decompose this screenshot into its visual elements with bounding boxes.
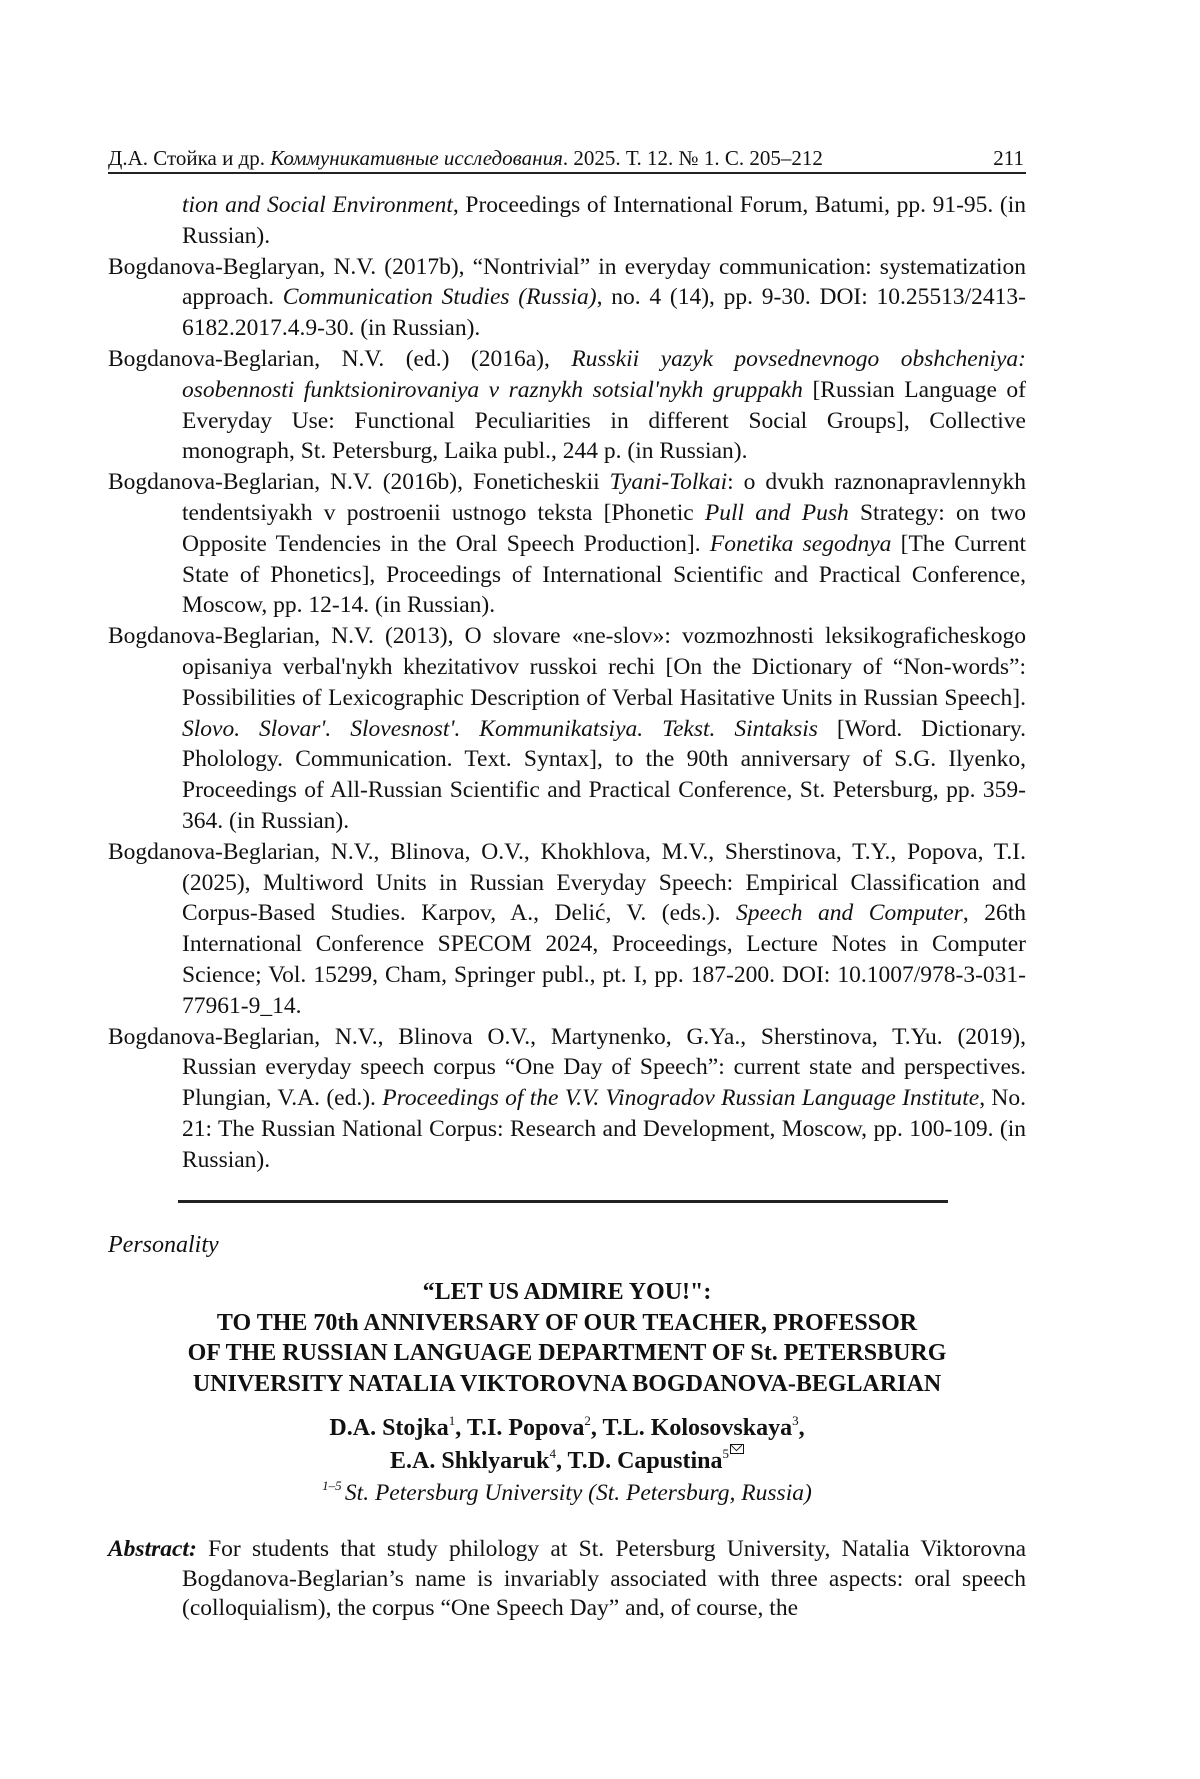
section-divider (178, 1200, 948, 1203)
reference-entry: Bogdanova-Beglaryan, N.V. (2017b), “Nontrivial” in everyday communication: systematization approach. Communication Studies (Russia), no. 4 (14), pp. 9-30. DOI: 10.25513/2413-6182.2017.4.9-30. (in Russian). (108, 253, 1026, 342)
abstract: Abstract: For students that study philology at St. Petersburg University, Natalia Viktorovna Bogdanova-Beglarian’s name is invariably associated with three aspects: oral speech (colloquialism), the corpus “One Speech Day” and, of course, the (108, 1536, 1026, 1621)
author-list: D.A. Stojka$^1$, T.I. Popova$^2$, T.L. Kolosovskaya$^3$, E.A. Shklyaruk$^4$, T.D. Capustina$^5$ (329, 1413, 805, 1474)
reference-entry: Bogdanova-Beglarian, N.V. (ed.) (2016a), Russkii yazyk povsednevnogo obshcheniya: osobennosti funktsionirovaniya v raznykh sotsial'nykh gruppakh [Russian Language of Everyday Use: Functional Peculiarities in different Social Groups], Collective monograph, St. Petersburg, Laika publ., 244 p. (in Russian). (108, 345, 1026, 465)
reference-entry: Bogdanova-Beglarian, N.V. (2016b), Foneticheskii Tyani-Tolkai: o dvukh raznonapravlennykh tendentsiyakh v postroenii ustnogo teksta [Phonetic Pull and Push Strategy: on two Opposite Tendencies in the Oral Speech Production]. Fonetika segodnya [The Current State of Phonetics], Proceedings of International Scientific and Practical Conference, Moscow, pp. 12-14. (in Russian). (108, 469, 1027, 619)
abstract-label: Abstract: (108, 1536, 197, 1562)
section-label: Personality (108, 1232, 219, 1258)
article-title: “LET US ADMIRE YOU!": TO THE 70th ANNIVERSARY OF OUR TEACHER, PROFESSOR OF THE RUSSIAN LANGUAGE DEPARTMENT OF St. PETERSBURG UNIVERSITY NATALIA VIKTOROVNA BOGDANOVA-BEGLARIAN (187, 1279, 947, 1397)
reference-entry: Bogdanova-Beglarian, N.V., Blinova O.V., Martynenko, G.Ya., Sherstinova, T.Yu. (2019), Russian everyday speech corpus “One Day of Speech”: current state and perspectives. Plungian, V.A. (ed.). Proceedings of the V.V. Vinogradov Russian Language Institute, No. 21: The Russian National Corpus: Research and Development, Moscow, pp. 100-109. (in Russian). (108, 1023, 1026, 1173)
reference-entry: Bogdanova-Beglarian, N.V. (2013), O slovare «ne-slov»: vozmozhnosti leksikograficheskogo opisaniya verbal'nykh khezitativov russkoi rechi [On the Dictionary of “Non-words”: Possibilities of Lexicographic Description of Verbal Hasitative Units in Russian Speech]. Slovo. Slovar'. Slovesnost'. Kommunikatsiya. Tekst. Sintaksis [Word. Dictionary. Pholology. Communication. Text. Syntax], to the 90th anniversary of S.G. Ilyenko, Proceedings of All-Russian Scientific and Practical Conference, St. Petersburg, pp. 359-364. (in Russian). (108, 623, 1026, 834)
reference-continuation: tion and Social Environment, Proceedings of International Forum, Batumi, pp. 91-95. (in Russian). (182, 192, 1026, 249)
running-title: Д.А. Стойка и др. Коммуникативные исследования. 2025. Т. 12. № 1. С. 205–212 (108, 146, 823, 170)
reference-entry: Bogdanova-Beglarian, N.V., Blinova, O.V., Khokhlova, M.V., Sherstinova, T.Y., Popova, T.I. (2025), Multiword Units in Russian Everyday Speech: Empirical Classification and Corpus-Based Studies. Karpov, A., Delić, V. (eds.). Speech and Computer, 26th International Conference SPECOM 2024, Proceedings, Lecture Notes in Computer Science; Vol. 15299, Cham, Springer publ., pt. I, pp. 187-200. DOI: 10.1007/978-3-031-77961-9_14. (108, 838, 1026, 1019)
page-number: 211 (993, 146, 1024, 170)
affiliation: $^{1-5}$ St. Petersburg University (St. Petersburg, Russia) (322, 1478, 812, 1506)
running-header (108, 142, 1026, 174)
envelope-icon (730, 1444, 744, 1454)
reference-list (108, 190, 1026, 1176)
